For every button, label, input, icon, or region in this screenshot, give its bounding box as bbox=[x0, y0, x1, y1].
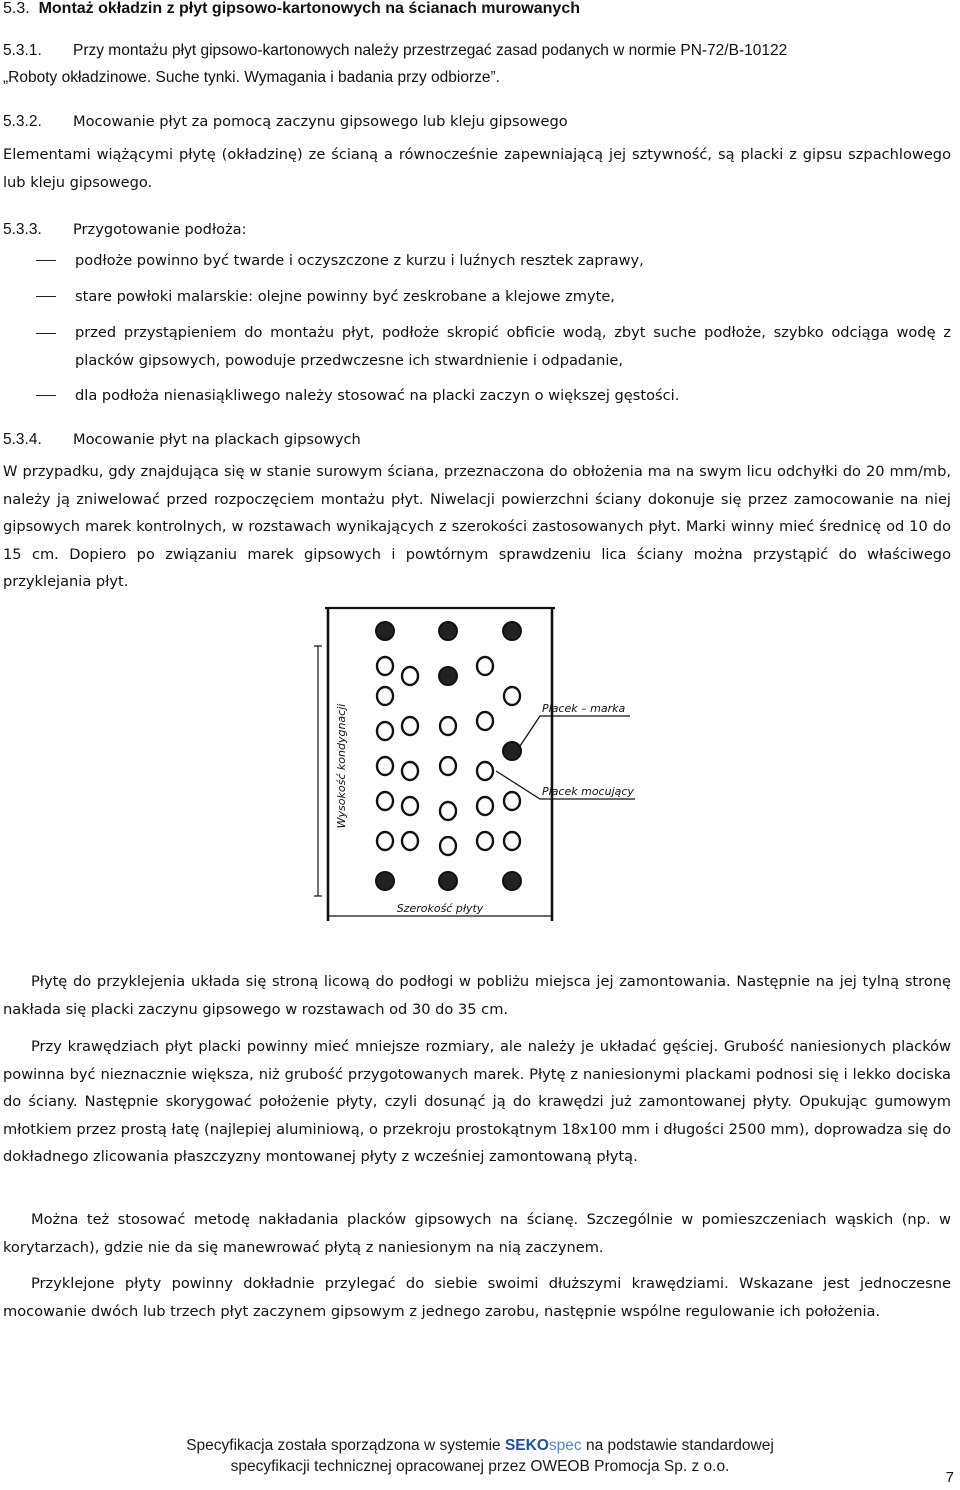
subsection-534-title: Mocowanie płyt na plackach gipsowych bbox=[73, 431, 361, 448]
sekospec-logo: SEKOspec bbox=[504, 1437, 582, 1454]
plate-mounting-diagram bbox=[300, 596, 640, 936]
footer-text: na podstawie standardowej bbox=[585, 1437, 774, 1454]
footer-text: Specyfikacja została sporządzona w systemie bbox=[186, 1437, 501, 1454]
subsection-531-line1: Przy montażu płyt gipsowo-kartonowych należy przestrzegać zasad podanych w normie PN-72/B-10122 bbox=[73, 42, 788, 59]
callout-mark-label: Placek – marka bbox=[542, 702, 626, 715]
control-mark bbox=[376, 872, 394, 890]
section-title: Montaż okładzin z płyt gipsowo-kartonowych na ścianach murowanych bbox=[38, 0, 580, 17]
control-mark bbox=[439, 667, 457, 685]
control-mark bbox=[376, 622, 394, 640]
subsection-531-number: 5.3.1. bbox=[3, 42, 42, 59]
width-dimension-label: Szerokość płyty bbox=[396, 902, 484, 915]
subsection-532-paragraph: Elementami wiążącymi płytę (okładzinę) ze ścianą a równocześnie zapewniającą jej sztywność, są placki z gipsu szpachlowego lub kleju gipsowego. bbox=[3, 146, 951, 191]
subsection-531-line2: „Roboty okładzinowe. Suche tynki. Wymagania i badania przy odbiorze”. bbox=[3, 69, 500, 86]
bullet-dash bbox=[36, 260, 56, 261]
bullet-dash bbox=[36, 333, 56, 334]
control-mark bbox=[503, 872, 521, 890]
height-dimension-label: Wysokość kondygnacji bbox=[335, 703, 348, 829]
section-heading bbox=[3, 0, 580, 18]
subsection-532-title: Mocowanie płyt za pomocą zaczynu gipsowego lub kleju gipsowego bbox=[73, 113, 568, 130]
subsection-532-number: 5.3.2. bbox=[3, 113, 42, 130]
paragraph: Można też stosować metodę nakładania placków gipsowych na ścianę. Szczególnie w pomieszczeniach wąskich (np. w korytarzach), gdzie nie da się manewrować płytą z naniesionym na nią zaczynem. bbox=[3, 1211, 951, 1256]
subsection-533-number: 5.3.3. bbox=[3, 221, 42, 238]
list-item: stare powłoki malarskie: olejne powinny być zeskrobane a klejowe zmyte, bbox=[75, 288, 615, 305]
list-item: podłoże powinno być twarde i oczyszczone z kurzu i luźnych resztek zaprawy, bbox=[75, 252, 644, 269]
subsection-534-paragraph: W przypadku, gdy znajdująca się w stanie surowym ściana, przeznaczona do obłożenia ma na swym licu odchyłki do 20 mm/mb, należy ją zniwelować przed rozpoczęciem montażu płyt. Niwelacji powierzchni ściany dokonuje się przez zamocowanie na niej gipsowych marek kontrolnych, w rozstawach wynikających z szerokości zastosowanych płyt. Marki winny mieć średnicę od 10 do 15 cm. Dopiero po związaniu marek gipsowych i powtórnym sprawdzeniu lica ściany można przystąpić do właściwego przyklejania płyt. bbox=[3, 463, 951, 591]
control-mark bbox=[439, 622, 457, 640]
list-item: dla podłoża nienasiąkliwego należy stosować na placki zaczyn o większej gęstości. bbox=[75, 387, 680, 404]
callout-dab-label: Placek mocujący bbox=[542, 785, 634, 798]
section-number: 5.3. bbox=[3, 0, 30, 17]
bullet-dash bbox=[36, 296, 56, 297]
paragraph: Płytę do przyklejenia układa się stroną licową do podłogi w pobliżu miejsca jej zamontowania. Następnie na jej tylną stronę nakłada się placki zaczynu gipsowego w rozstawach od 30 do 35 cm. bbox=[3, 973, 951, 1018]
list-item: przed przystąpieniem do montażu płyt, podłoże skropić obficie wodą, zbyt suche podłoże, szybko odciąga wodę z placków gipsowych, powoduje przedwczesne ich stwardnienie i odpadanie, bbox=[75, 324, 951, 369]
control-mark bbox=[439, 872, 457, 890]
paragraph: Przyklejone płyty powinny dokładnie przylegać do siebie swoimi dłuższymi krawędziami. Wskazane jest jednoczesne mocowanie dwóch lub trzech płyt zaczynem gipsowym z jednego zarobu, następnie wspólne regulowanie ich położenia. bbox=[3, 1275, 951, 1320]
control-mark bbox=[503, 622, 521, 640]
subsection-533-title: Przygotowanie podłoża: bbox=[73, 221, 247, 238]
paragraph: Przy krawędziach płyt placki powinny mieć mniejsze rozmiary, ale należy je układać gęściej. Grubość naniesionych placków powinna być nieznacznie większa, niż grubość przygotowanych marek. Płytę z naniesionymi plackami podnosi się i lekko dociska do ściany. Następnie skorygować położenie płyty, czyli dosunąć ją do krawędzi już zamontowanej płyty. Opukując gumowym młotkiem przez prostą łatę (najlepiej aluminiową, o przekroju prostokątnym 18x100 mm i długości 2500 mm), doprowadza się do dokładnego zlicowania płaszczyzny montowanej płyty z wcześniej zamontowaną płytą. bbox=[3, 1038, 951, 1166]
footer-line1 bbox=[0, 1437, 960, 1455]
bullet-dash bbox=[36, 395, 56, 396]
page-number: 7 bbox=[945, 1469, 954, 1486]
control-mark bbox=[503, 742, 521, 760]
footer-line2: specyfikacji technicznej opracowanej przez OWEOB Promocja Sp. z o.o. bbox=[230, 1458, 730, 1475]
subsection-534-number: 5.3.4. bbox=[3, 431, 42, 448]
